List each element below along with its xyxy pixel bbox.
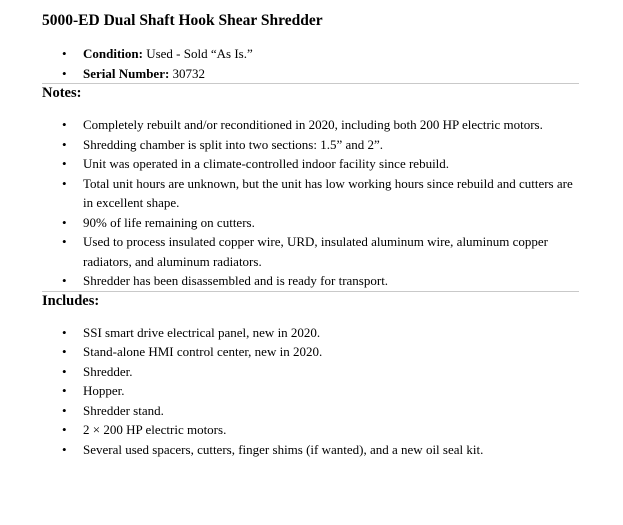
spec-list [42, 44, 579, 83]
list-item: • Stand-alone HMI control center, new in 2020. [42, 342, 579, 362]
list-item: • Total unit hours are unknown, but the unit has low working hours since rebuild and cutters are in excellent shape. [42, 174, 579, 213]
list-item: • Shredding chamber is split into two sections: 1.5” and 2”. [42, 135, 579, 155]
includes-heading: Includes: [42, 292, 100, 309]
spec-value: 30732 [172, 65, 206, 81]
spec-label: Serial Number: [83, 65, 170, 81]
list-item: • Shredder stand. [42, 401, 579, 421]
list-item: • Completely rebuilt and/or reconditioned in 2020, including both 200 HP electric motors. [42, 115, 579, 135]
list-item [42, 44, 579, 64]
list-item: • SSI smart drive electrical panel, new in 2020. [42, 323, 579, 343]
list-item: • Shredder. [42, 362, 579, 382]
list-item: • Shredder has been disassembled and is ready for transport. [42, 271, 579, 291]
list-item [42, 64, 579, 84]
includes-list [42, 323, 579, 460]
list-item: • Hopper. [42, 381, 579, 401]
list-item: • 2 × 200 HP electric motors. [42, 420, 579, 440]
list-item: • Several used spacers, cutters, finger shims (if wanted), and a new oil seal kit. [42, 440, 579, 460]
list-item: • Used to process insulated copper wire, URD, insulated aluminum wire, aluminum copper radiators, and aluminum radiators. [42, 232, 579, 271]
notes-heading: Notes: [42, 85, 82, 101]
list-item: • 90% of life remaining on cutters. [42, 213, 579, 233]
spec-value: Used - Sold “As Is.” [146, 46, 253, 61]
spec-label: Condition: [83, 46, 143, 61]
page-title: 5000-ED Dual Shaft Hook Shear Shredder [42, 12, 323, 29]
notes-list [42, 115, 579, 291]
list-item: • Unit was operated in a climate-controlled indoor facility since rebuild. [42, 154, 579, 174]
